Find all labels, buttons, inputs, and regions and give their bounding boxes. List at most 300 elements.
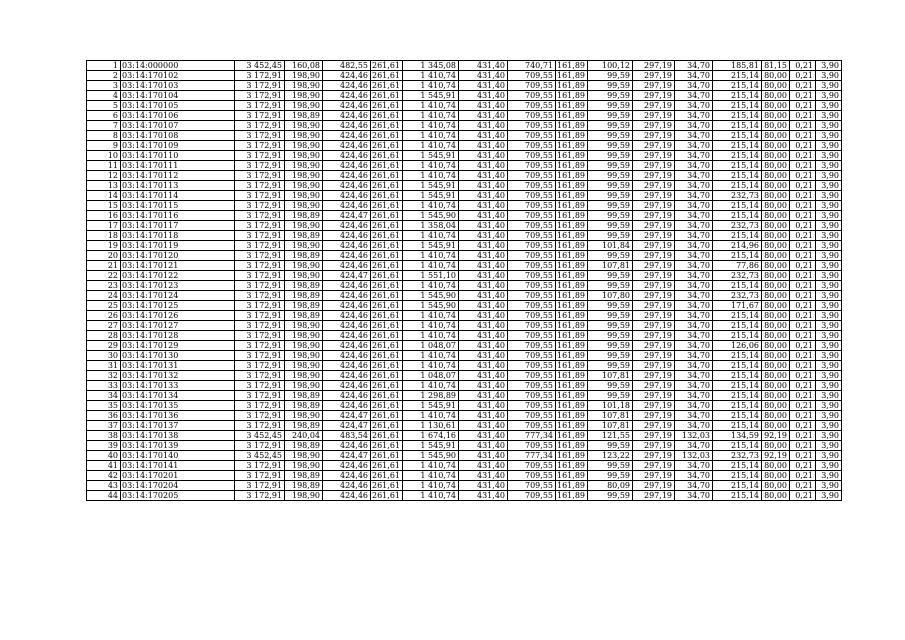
table-cell: 709,55: [508, 311, 556, 321]
table-cell: 431,40: [459, 241, 508, 251]
table-cell: 297,19: [633, 441, 675, 451]
table-row: [87, 471, 842, 481]
table-cell: 80,00: [762, 151, 790, 161]
table-cell: 424,47: [323, 271, 371, 281]
table-cell: 03:14:170126: [121, 311, 235, 321]
table-cell: 121,55: [588, 431, 633, 441]
table-cell: 3 172,91: [235, 111, 285, 121]
table-cell: 297,19: [633, 201, 675, 211]
table-cell: 34,70: [675, 301, 713, 311]
table-cell: 34,70: [675, 211, 713, 221]
table-row: [87, 71, 842, 81]
table-cell: 34,70: [675, 131, 713, 141]
table-cell: 80,00: [762, 81, 790, 91]
table-cell: 261,61: [371, 421, 403, 431]
table-cell: 161,89: [556, 391, 588, 401]
table-cell: 80,00: [762, 491, 790, 501]
table-cell: 03:14:170205: [121, 491, 235, 501]
table-cell: 34: [87, 391, 121, 401]
table-cell: 424,46: [323, 341, 371, 351]
table-row: [87, 321, 842, 331]
table-cell: 03:14:170119: [121, 241, 235, 251]
table-cell: 709,55: [508, 251, 556, 261]
table-row: [87, 111, 842, 121]
table-cell: 80,00: [762, 311, 790, 321]
table-cell: 1 410,74: [403, 261, 459, 271]
table-cell: 5: [87, 101, 121, 111]
table-cell: 99,59: [588, 491, 633, 501]
table-cell: 34,70: [675, 261, 713, 271]
table-cell: 215,14: [713, 151, 762, 161]
table-cell: 3 172,91: [235, 81, 285, 91]
table-cell: 424,46: [323, 101, 371, 111]
table-cell: 709,55: [508, 171, 556, 181]
table-cell: 99,59: [588, 391, 633, 401]
table-cell: 3 452,45: [235, 451, 285, 461]
table-cell: 161,89: [556, 61, 588, 71]
table-cell: 80,00: [762, 131, 790, 141]
table-cell: 297,19: [633, 491, 675, 501]
table-cell: 99,59: [588, 211, 633, 221]
table-cell: 39: [87, 441, 121, 451]
table-cell: 215,14: [713, 161, 762, 171]
table-cell: 297,19: [633, 261, 675, 271]
table-cell: 80,00: [762, 471, 790, 481]
table-cell: 03:14:170109: [121, 141, 235, 151]
table-cell: 0,21: [790, 71, 816, 81]
table-cell: 132,03: [675, 451, 713, 461]
table-cell: 161,89: [556, 121, 588, 131]
table-cell: 215,14: [713, 381, 762, 391]
table-cell: 3 452,45: [235, 61, 285, 71]
table-row: [87, 131, 842, 141]
table-cell: 99,59: [588, 341, 633, 351]
table-cell: 1 410,74: [403, 161, 459, 171]
table-cell: 297,19: [633, 451, 675, 461]
table-cell: 198,90: [285, 81, 323, 91]
table-cell: 03:14:170104: [121, 91, 235, 101]
table-cell: 161,89: [556, 81, 588, 91]
table-cell: 1 410,74: [403, 251, 459, 261]
table-cell: 214,96: [713, 241, 762, 251]
table-cell: 161,89: [556, 441, 588, 451]
table-cell: 198,90: [285, 191, 323, 201]
table-cell: 424,46: [323, 251, 371, 261]
table-cell: 34,70: [675, 111, 713, 121]
table-cell: 34,70: [675, 351, 713, 361]
table-cell: 21: [87, 261, 121, 271]
table-cell: 3 172,91: [235, 411, 285, 421]
table-cell: 261,61: [371, 361, 403, 371]
data-table: [86, 60, 842, 501]
table-cell: 482,55: [323, 61, 371, 71]
table-row: [87, 281, 842, 291]
table-cell: 161,89: [556, 131, 588, 141]
table-cell: 431,40: [459, 361, 508, 371]
table-cell: 198,90: [285, 141, 323, 151]
table-cell: 34,70: [675, 471, 713, 481]
table-cell: 431,40: [459, 111, 508, 121]
table-cell: 80,00: [762, 381, 790, 391]
table-cell: 3,90: [816, 301, 842, 311]
table-cell: 261,61: [371, 181, 403, 191]
table-cell: 99,59: [588, 331, 633, 341]
table-cell: 44: [87, 491, 121, 501]
table-row: [87, 101, 842, 111]
table-cell: 161,89: [556, 271, 588, 281]
table-cell: 03:14:170108: [121, 131, 235, 141]
table-cell: 161,89: [556, 471, 588, 481]
table-cell: 80,00: [762, 71, 790, 81]
table-cell: 0,21: [790, 471, 816, 481]
table-cell: 3,90: [816, 281, 842, 291]
table-cell: 261,61: [371, 321, 403, 331]
table-cell: 3,90: [816, 271, 842, 281]
table-cell: 1 410,74: [403, 71, 459, 81]
table-cell: 424,46: [323, 291, 371, 301]
table-cell: 7: [87, 121, 121, 131]
table-cell: 431,40: [459, 441, 508, 451]
table-cell: 424,46: [323, 121, 371, 131]
table-cell: 1 410,74: [403, 491, 459, 501]
table-cell: 198,90: [285, 181, 323, 191]
table-cell: 0,21: [790, 291, 816, 301]
table-cell: 3 172,91: [235, 421, 285, 431]
table-cell: 99,59: [588, 171, 633, 181]
table-cell: 80,00: [762, 331, 790, 341]
table-cell: 80,00: [762, 291, 790, 301]
table-cell: 107,81: [588, 421, 633, 431]
table-cell: 34,70: [675, 321, 713, 331]
table-cell: 80,09: [588, 481, 633, 491]
table-cell: 132,03: [675, 431, 713, 441]
table-row: [87, 291, 842, 301]
table-cell: 80,00: [762, 401, 790, 411]
table-cell: 34,70: [675, 421, 713, 431]
table-cell: 0,21: [790, 331, 816, 341]
table-row: [87, 261, 842, 271]
table-cell: 03:14:170134: [121, 391, 235, 401]
table-cell: 424,46: [323, 321, 371, 331]
table-cell: 431,40: [459, 351, 508, 361]
table-cell: 0,21: [790, 321, 816, 331]
table-cell: 297,19: [633, 371, 675, 381]
table-cell: 1 410,74: [403, 361, 459, 371]
table-cell: 20: [87, 251, 121, 261]
table-cell: 431,40: [459, 181, 508, 191]
table-cell: 261,61: [371, 171, 403, 181]
table-cell: 431,40: [459, 121, 508, 131]
table-cell: 198,90: [285, 221, 323, 231]
table-cell: 80,00: [762, 141, 790, 151]
table-cell: 03:14:170201: [121, 471, 235, 481]
table-cell: 28: [87, 331, 121, 341]
table-cell: 198,90: [285, 331, 323, 341]
table-cell: 80,00: [762, 411, 790, 421]
table-cell: 297,19: [633, 241, 675, 251]
table-cell: 34,70: [675, 271, 713, 281]
table-cell: 03:14:170130: [121, 351, 235, 361]
table-cell: 161,89: [556, 231, 588, 241]
table-row: [87, 331, 842, 341]
table-cell: 3 172,91: [235, 151, 285, 161]
table-cell: 0,21: [790, 81, 816, 91]
table-cell: 03:14:170112: [121, 171, 235, 181]
table-cell: 3,90: [816, 81, 842, 91]
table-cell: 161,89: [556, 191, 588, 201]
table-cell: 03:14:170122: [121, 271, 235, 281]
table-cell: 34,70: [675, 341, 713, 351]
table-cell: 431,40: [459, 331, 508, 341]
table-cell: 3 172,91: [235, 101, 285, 111]
table-row: [87, 81, 842, 91]
table-cell: 215,14: [713, 411, 762, 421]
table-cell: 424,46: [323, 471, 371, 481]
table-cell: 297,19: [633, 81, 675, 91]
table-cell: 297,19: [633, 191, 675, 201]
table-cell: 261,61: [371, 411, 403, 421]
table-cell: 161,89: [556, 341, 588, 351]
table-cell: 709,55: [508, 471, 556, 481]
table-cell: 80,00: [762, 91, 790, 101]
table-cell: 81,15: [762, 61, 790, 71]
table-cell: 0,21: [790, 171, 816, 181]
table-cell: 709,55: [508, 291, 556, 301]
table-cell: 23: [87, 281, 121, 291]
table-cell: 161,89: [556, 91, 588, 101]
table-cell: 34,70: [675, 281, 713, 291]
table-cell: 431,40: [459, 151, 508, 161]
table-cell: 161,89: [556, 381, 588, 391]
table-cell: 198,90: [285, 491, 323, 501]
table-cell: 3,90: [816, 61, 842, 71]
table-cell: 161,89: [556, 201, 588, 211]
table-cell: 1 410,74: [403, 471, 459, 481]
table-cell: 3,90: [816, 171, 842, 181]
table-cell: 261,61: [371, 481, 403, 491]
table-cell: 215,14: [713, 321, 762, 331]
table-cell: 99,59: [588, 311, 633, 321]
table-cell: 1 345,08: [403, 61, 459, 71]
table-cell: 198,90: [285, 261, 323, 271]
table-cell: 1 545,91: [403, 91, 459, 101]
table-cell: 3,90: [816, 71, 842, 81]
table-cell: 709,55: [508, 111, 556, 121]
table-cell: 297,19: [633, 161, 675, 171]
table-cell: 9: [87, 141, 121, 151]
table-cell: 1 130,61: [403, 421, 459, 431]
table-cell: 80,00: [762, 361, 790, 371]
table-cell: 0,21: [790, 111, 816, 121]
table-cell: 215,14: [713, 201, 762, 211]
table-cell: 215,14: [713, 371, 762, 381]
table-cell: 261,61: [371, 221, 403, 231]
table-cell: 107,81: [588, 371, 633, 381]
table-cell: 424,46: [323, 281, 371, 291]
table-cell: 297,19: [633, 301, 675, 311]
table-cell: 3: [87, 81, 121, 91]
table-cell: 99,59: [588, 181, 633, 191]
table-cell: 161,89: [556, 71, 588, 81]
table-cell: 261,61: [371, 161, 403, 171]
table-cell: 3,90: [816, 201, 842, 211]
table-cell: 215,14: [713, 81, 762, 91]
table-row: [87, 221, 842, 231]
table-cell: 80,00: [762, 391, 790, 401]
table-cell: 161,89: [556, 161, 588, 171]
table-cell: 424,46: [323, 331, 371, 341]
table-cell: 03:14:170140: [121, 451, 235, 461]
table-cell: 709,55: [508, 211, 556, 221]
table-cell: 3 172,91: [235, 71, 285, 81]
table-cell: 709,55: [508, 361, 556, 371]
table-cell: 0,21: [790, 371, 816, 381]
table-cell: 3,90: [816, 111, 842, 121]
table-cell: 107,81: [588, 411, 633, 421]
table-cell: 34,70: [675, 251, 713, 261]
table-cell: 431,40: [459, 341, 508, 351]
table-cell: 198,89: [285, 301, 323, 311]
table-cell: 261,61: [371, 431, 403, 441]
table-cell: 0,21: [790, 91, 816, 101]
table-cell: 1 545,90: [403, 301, 459, 311]
table-cell: 3,90: [816, 121, 842, 131]
table-cell: 3 172,91: [235, 171, 285, 181]
table-cell: 3 172,91: [235, 281, 285, 291]
table-cell: 297,19: [633, 101, 675, 111]
table-cell: 34,70: [675, 291, 713, 301]
table-cell: 0,21: [790, 251, 816, 261]
table-cell: 709,55: [508, 121, 556, 131]
table-cell: 297,19: [633, 131, 675, 141]
table-cell: 3 172,91: [235, 231, 285, 241]
table-cell: 424,46: [323, 371, 371, 381]
table-cell: 80,00: [762, 321, 790, 331]
table-cell: 80,00: [762, 481, 790, 491]
table-cell: 3,90: [816, 191, 842, 201]
table-cell: 34,70: [675, 91, 713, 101]
table-cell: 777,34: [508, 431, 556, 441]
table-cell: 215,14: [713, 331, 762, 341]
table-cell: 34,70: [675, 191, 713, 201]
table-cell: 232,73: [713, 221, 762, 231]
table-cell: 424,46: [323, 461, 371, 471]
table-cell: 297,19: [633, 331, 675, 341]
table-cell: 29: [87, 341, 121, 351]
table-cell: 297,19: [633, 211, 675, 221]
table-cell: 92,19: [762, 451, 790, 461]
table-cell: 03:14:170137: [121, 421, 235, 431]
table-cell: 3 172,91: [235, 371, 285, 381]
table-cell: 709,55: [508, 131, 556, 141]
table-cell: 424,46: [323, 91, 371, 101]
table-cell: 709,55: [508, 181, 556, 191]
table-row: [87, 211, 842, 221]
table-cell: 3 172,91: [235, 331, 285, 341]
table-row: [87, 421, 842, 431]
table-cell: 3 172,91: [235, 201, 285, 211]
table-cell: 34,70: [675, 221, 713, 231]
table-cell: 261,61: [371, 491, 403, 501]
table-cell: 16: [87, 211, 121, 221]
table-cell: 261,61: [371, 351, 403, 361]
table-row: [87, 391, 842, 401]
table-cell: 99,59: [588, 461, 633, 471]
table-cell: 1 410,74: [403, 121, 459, 131]
table-cell: 261,61: [371, 141, 403, 151]
table-cell: 198,89: [285, 441, 323, 451]
table-cell: 240,04: [285, 431, 323, 441]
table-cell: 198,90: [285, 361, 323, 371]
table-cell: 261,61: [371, 451, 403, 461]
table-cell: 215,14: [713, 171, 762, 181]
table-cell: 80,00: [762, 261, 790, 271]
table-cell: 3 172,91: [235, 131, 285, 141]
table-cell: 99,59: [588, 201, 633, 211]
table-cell: 185,81: [713, 61, 762, 71]
table-cell: 431,40: [459, 281, 508, 291]
table-cell: 0,21: [790, 261, 816, 271]
table-cell: 03:14:170141: [121, 461, 235, 471]
table-cell: 3,90: [816, 151, 842, 161]
table-cell: 14: [87, 191, 121, 201]
table-row: [87, 401, 842, 411]
table-cell: 1 410,74: [403, 381, 459, 391]
table-cell: 198,89: [285, 231, 323, 241]
table-cell: 431,40: [459, 471, 508, 481]
table-cell: 3 172,91: [235, 391, 285, 401]
table-cell: 431,40: [459, 141, 508, 151]
table-cell: 709,55: [508, 381, 556, 391]
table-cell: 261,61: [371, 371, 403, 381]
table-row: [87, 311, 842, 321]
table-cell: 0,21: [790, 301, 816, 311]
table-cell: 3,90: [816, 291, 842, 301]
table-cell: 424,46: [323, 351, 371, 361]
table-cell: 424,46: [323, 141, 371, 151]
table-cell: 424,47: [323, 451, 371, 461]
table-cell: 3 172,91: [235, 91, 285, 101]
table-cell: 424,46: [323, 231, 371, 241]
table-cell: 198,90: [285, 151, 323, 161]
table-cell: 261,61: [371, 311, 403, 321]
table-cell: 431,40: [459, 221, 508, 231]
table-cell: 232,73: [713, 451, 762, 461]
table-cell: 3 172,91: [235, 381, 285, 391]
table-cell: 99,59: [588, 111, 633, 121]
table-cell: 740,71: [508, 61, 556, 71]
table-cell: 431,40: [459, 321, 508, 331]
table-cell: 1 545,91: [403, 191, 459, 201]
table-cell: 0,21: [790, 61, 816, 71]
table-cell: 297,19: [633, 431, 675, 441]
table-cell: 215,14: [713, 111, 762, 121]
table-cell: 0,21: [790, 271, 816, 281]
table-cell: 0,21: [790, 351, 816, 361]
table-cell: 261,61: [371, 471, 403, 481]
table-cell: 424,46: [323, 311, 371, 321]
table-cell: 198,89: [285, 481, 323, 491]
table-cell: 215,14: [713, 401, 762, 411]
table-cell: 161,89: [556, 451, 588, 461]
table-cell: 3,90: [816, 361, 842, 371]
table-cell: 431,40: [459, 161, 508, 171]
table-cell: 0,21: [790, 391, 816, 401]
table-cell: 424,46: [323, 401, 371, 411]
table-cell: 1 545,90: [403, 451, 459, 461]
table-cell: 3 172,91: [235, 191, 285, 201]
table-cell: 03:14:170106: [121, 111, 235, 121]
